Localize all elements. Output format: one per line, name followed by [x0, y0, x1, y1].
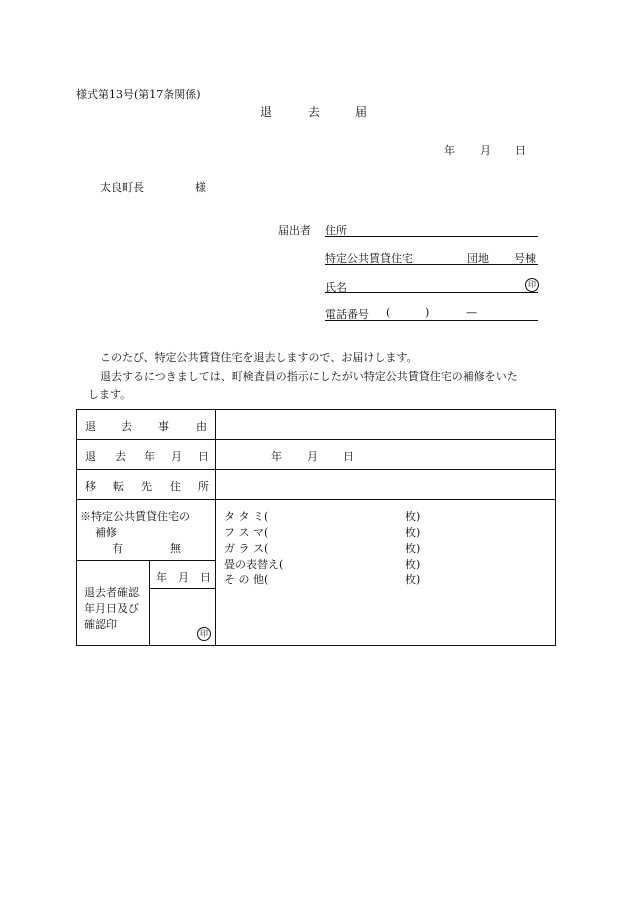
housing-field[interactable] [325, 264, 538, 265]
date-month-label: 月 [480, 144, 491, 157]
doc-title-char-2: 去 [308, 105, 321, 119]
confirm-label-line-1: 退去者確認 [84, 586, 139, 599]
phone-field[interactable] [325, 320, 538, 321]
phone-dash: — [466, 306, 477, 319]
repair-item-label: そ の 他( [224, 573, 269, 586]
confirm-day-label: 日 [200, 571, 211, 584]
move-out-day[interactable]: 日 [343, 450, 354, 463]
body-text-line-2: 退去するにつきましては、町検査員の指示にしたがい特定公共賃貸住宅の補修をいた [100, 370, 518, 383]
info-table [76, 409, 556, 646]
repair-item-label: フ ス マ( [224, 526, 269, 539]
date-label-char: 退 [85, 450, 96, 463]
table-divider [76, 439, 556, 440]
new-address-label-char: 先 [141, 480, 152, 493]
confirm-label-line-2: 年月日及び [84, 602, 139, 615]
table-divider [149, 588, 216, 589]
address-field[interactable] [325, 236, 538, 237]
confirm-month-label: 月 [178, 571, 189, 584]
confirm-year-label: 年 [156, 571, 167, 584]
phone-close-paren: ) [425, 306, 430, 319]
table-divider [76, 469, 556, 470]
repair-item-unit: 枚) [405, 558, 421, 571]
new-address-label-char: 転 [113, 480, 124, 493]
table-divider [76, 560, 216, 561]
body-text-line-1: このたび、特定公共賃貸住宅を退去しますので、お届けします。 [100, 351, 418, 364]
doc-title-char-1: 退 [260, 105, 273, 119]
applicant-seal-mark: 印 [525, 278, 539, 292]
reason-label-char: 去 [121, 420, 132, 433]
date-year-label: 年 [444, 144, 455, 157]
reason-label-char: 事 [158, 420, 169, 433]
applicant-label: 届出者 [278, 224, 311, 237]
new-address-label-char: 所 [198, 480, 209, 493]
new-address-label-char: 住 [170, 480, 181, 493]
date-day-label: 日 [515, 144, 526, 157]
repair-item-unit: 枚) [405, 526, 421, 539]
new-address-label-char: 移 [85, 480, 96, 493]
building-label: 号棟 [514, 252, 536, 265]
repair-yes-option[interactable]: 有 [112, 542, 123, 555]
date-label-char: 年 [144, 450, 155, 463]
doc-title-char-3: 届 [355, 105, 368, 119]
reason-label-char: 退 [85, 420, 96, 433]
repair-label-line-1: ※特定公共賃貸住宅の [80, 510, 190, 523]
repair-item-unit: 枚) [405, 542, 421, 555]
date-label-char: 日 [198, 450, 209, 463]
repair-label-line-2: 補修 [95, 526, 117, 539]
repair-item-unit: 枚) [405, 573, 421, 586]
confirm-label-line-3: 確認印 [84, 618, 117, 631]
repair-no-option[interactable]: 無 [170, 542, 181, 555]
repair-item-label: タ タ ミ( [224, 510, 269, 523]
body-text-line-3: します。 [88, 388, 132, 401]
form-number: 様式第13号(第17条関係) [76, 88, 201, 101]
name-field[interactable] [325, 292, 538, 293]
new-address-value-cell[interactable] [220, 472, 552, 496]
housing-label: 特定公共賃貸住宅 [325, 252, 413, 265]
repair-item-unit: 枚) [405, 510, 421, 523]
repair-item-label: ガ ラ ス( [224, 542, 269, 555]
address-label: 住所 [325, 224, 347, 237]
date-label-char: 去 [115, 450, 126, 463]
table-divider [215, 409, 216, 646]
reason-label-char: 由 [196, 420, 207, 433]
confirm-seal-mark: 印 [197, 627, 211, 641]
addressee-name: 太良町長 [100, 181, 144, 194]
table-divider [149, 560, 150, 646]
repair-item-label: 畳の表替え( [224, 558, 284, 571]
phone-open-paren: ( [386, 306, 391, 319]
move-out-month[interactable]: 月 [307, 450, 318, 463]
table-divider [76, 499, 556, 500]
name-label: 氏名 [325, 281, 347, 294]
move-out-year[interactable]: 年 [271, 450, 282, 463]
date-label-char: 月 [171, 450, 182, 463]
phone-label: 電話番号 [325, 308, 369, 321]
addressee-honorific: 様 [195, 181, 206, 194]
danchi-label: 団地 [467, 252, 489, 265]
reason-value-cell[interactable] [220, 412, 552, 436]
